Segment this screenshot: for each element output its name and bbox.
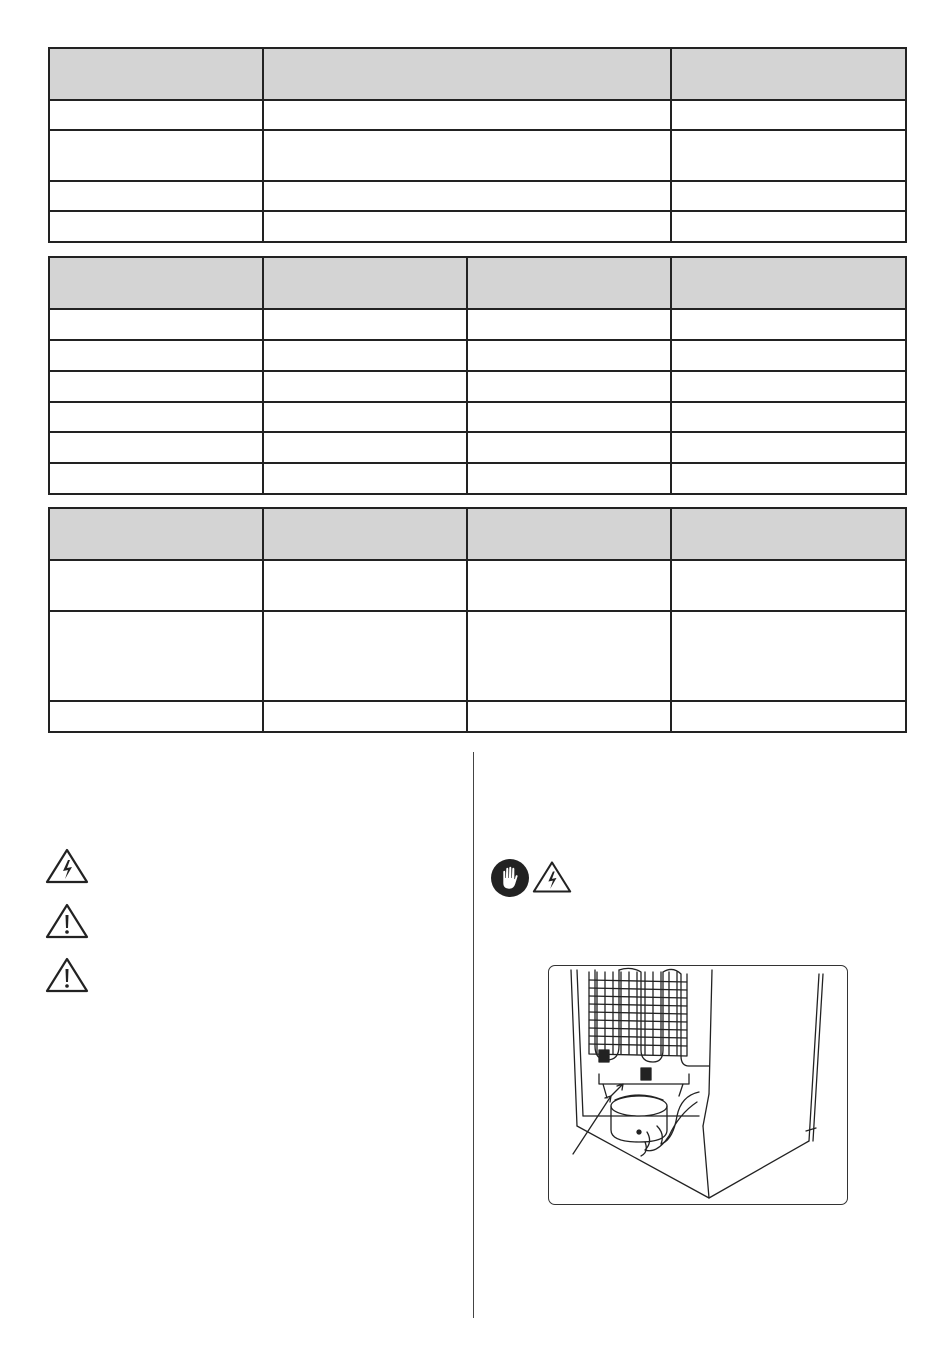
table-cell [263,340,467,371]
table-cell [263,309,467,340]
table-cell [671,100,906,130]
electric-shock-warning-icon [45,848,89,884]
table-row [49,340,906,371]
table-cell [49,340,263,371]
table-cell [49,257,263,309]
electric-shock-warning-icon [532,859,572,895]
table-row [49,432,906,463]
table-cell [467,560,671,611]
table-cell [263,371,467,402]
table-cell [49,508,263,560]
table-cell [49,100,263,130]
table-cell [467,611,671,701]
table-cell [49,402,263,432]
table-row [49,181,906,211]
table-cell [467,309,671,340]
table-cell [671,340,906,371]
table-cell [49,611,263,701]
table-cell [671,701,906,732]
table-cell [467,463,671,494]
table-cell [467,402,671,432]
table-cell [671,130,906,181]
table-cell [671,181,906,211]
table-cell [671,463,906,494]
table-cell [671,402,906,432]
table-row [49,100,906,130]
table-cell [671,432,906,463]
table-cell [49,432,263,463]
table-cell [263,100,671,130]
general-warning-icon [45,957,89,993]
table-cell [263,508,467,560]
table-row [49,463,906,494]
refrigerator-drawing [549,966,847,1204]
table-cell [671,508,906,560]
table-cell [263,211,671,242]
table-cell [49,701,263,732]
table-cell [263,432,467,463]
refrigerator-rear-illustration [548,965,848,1205]
general-warning-icon [45,903,89,939]
table-cell [671,560,906,611]
table-cell [467,508,671,560]
table-cell [49,309,263,340]
table-2 [48,256,907,495]
table-row [49,309,906,340]
table-cell [263,463,467,494]
table-cell [467,371,671,402]
table-cell [263,257,467,309]
table-cell [49,560,263,611]
table-cell [671,371,906,402]
table-header-row [49,508,906,560]
table-row [49,211,906,242]
table-cell [263,611,467,701]
table-row [49,402,906,432]
table-row [49,701,906,732]
table-cell [49,130,263,181]
table-cell [263,560,467,611]
table-row [49,371,906,402]
table-cell [467,701,671,732]
table-row [49,611,906,701]
table-cell [49,371,263,402]
table-cell [263,402,467,432]
table-row [49,560,906,611]
table-cell [467,257,671,309]
table-cell [49,463,263,494]
table-cell [467,340,671,371]
table-cell [263,701,467,732]
table-cell [671,309,906,340]
table-cell [671,48,906,100]
table-header-row [49,257,906,309]
table-row [49,130,906,181]
table-cell [671,211,906,242]
table-cell [49,48,263,100]
table-header-row [49,48,906,100]
table-3 [48,507,907,733]
table-cell [263,130,671,181]
table-cell [467,432,671,463]
table-cell [671,257,906,309]
column-divider [473,752,474,1318]
table-cell [263,48,671,100]
do-not-touch-hand-icon [490,858,530,898]
table-cell [49,211,263,242]
table-cell [49,181,263,211]
table-cell [263,181,671,211]
table-1 [48,47,907,243]
table-cell [671,611,906,701]
